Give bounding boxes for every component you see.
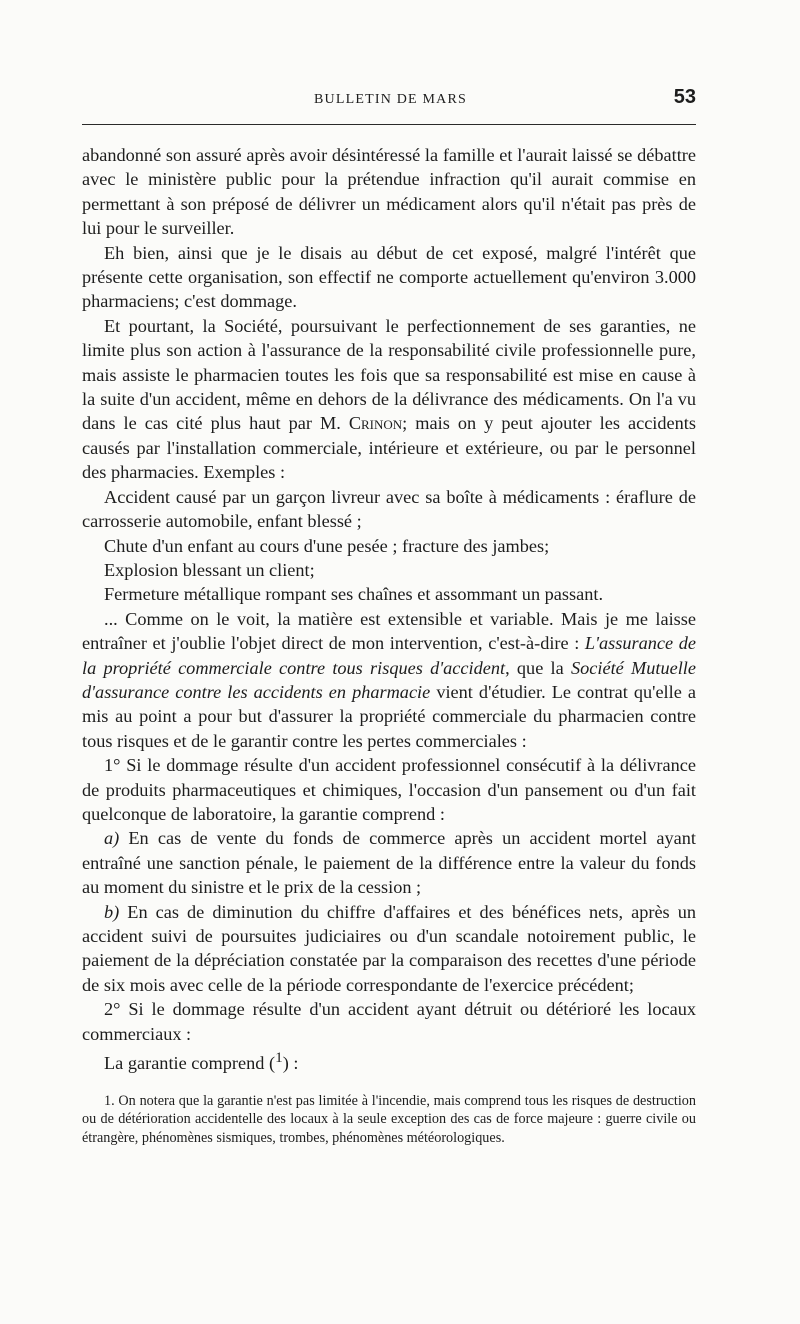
paragraph bbox=[82, 607, 696, 753]
page-number: 53 bbox=[673, 86, 696, 108]
paragraph: Fermeture métallique rompant ses chaînes et assommant un passant. bbox=[104, 584, 604, 605]
footnote: 1. On notera que la garantie n'est pas limitée à l'incendie, mais comprend tous les risques de destruction ou de détérioration accidentelle des locaux à la seule exception des cas de force majeure : guerre civile ou étrangère, phénomènes sismiques, trombes, phénomènes météorologiques. bbox=[82, 1092, 696, 1146]
footnotes bbox=[82, 1092, 696, 1148]
person-name: Crinon bbox=[348, 413, 403, 434]
paragraph bbox=[82, 1046, 696, 1076]
list-label: b) bbox=[104, 901, 120, 922]
paragraph bbox=[82, 900, 696, 998]
text-run: , que la bbox=[505, 657, 571, 678]
paragraph: Chute d'un enfant au cours d'une pesée ; fracture des jambes; bbox=[104, 535, 550, 556]
paragraph: Explosion blessant un client; bbox=[104, 559, 315, 580]
paragraph: Accident causé par un garçon livreur avec sa boîte à médicaments : éraflure de carrosserie automobile, enfant blessé ; bbox=[82, 486, 696, 532]
text-run: vient d'étudier. Le contrat qu'elle a mis au point a pour but d'assurer la propriété commerciale du pharmacien contre tous risques et de le garantir contre les pertes commerciales : bbox=[82, 681, 696, 751]
text-run: ... Comme on le voit, la matière est extensible et variable. Mais je me laisse entraîner et j'oublie l'objet direct de mon intervention, c'est-à-dire : bbox=[82, 608, 696, 654]
paragraph: abandonné son assuré après avoir désintéressé la famille et l'aurait laissé se débattre avec le ministère public pour la prétendue infraction qu'il aurait commise en permettant à son préposé de délivrer un médicament alors qu'il n'était pas près de lui pour le surveiller. bbox=[82, 145, 696, 239]
text-run: Et pourtant, la Société, poursuivant le perfectionnement de ses garanties, ne limite plus son action à l'assurance de la responsabilité civile professionnelle pure, mais assiste le pharmacien toutes les fois que sa responsabilité est mise en cause à la suite d'un accident, même en dehors de la délivrance des médicaments. On l'a vu dans le cas cité plus haut par M. bbox=[82, 315, 696, 434]
text-run: La garantie comprend ( bbox=[104, 1053, 276, 1074]
header-rule bbox=[82, 124, 696, 125]
text-run: ) : bbox=[282, 1053, 299, 1074]
paragraph: 1° Si le dommage résulte d'un accident professionnel consécutif à la délivrance de produits pharmaceutiques et chimiques, l'occasion d'un pansement ou d'un fait quelconque de laboratoire, la garantie comprend : bbox=[82, 755, 696, 824]
paragraph: Eh bien, ainsi que je le disais au début de cet exposé, malgré l'intérêt que présente cette organisation, son effectif ne comporte actuellement qu'environ 3.000 pharmaciens; c'est dommage. bbox=[82, 242, 696, 312]
text-run: En cas de vente du fonds de commerce après un accident mortel ayant entraîné une sanction pénale, le paiement de la différence entre la valeur du fonds au moment du sinistre et le prix de la cession ; bbox=[82, 828, 696, 898]
paragraph bbox=[82, 826, 696, 899]
page-header bbox=[82, 86, 696, 120]
italic-title: Société Mutuelle d'assurance contre les accidents en pharmacie bbox=[82, 657, 697, 702]
page bbox=[82, 86, 696, 1147]
running-title: BULLETIN DE MARS bbox=[314, 92, 467, 107]
list-label: a) bbox=[104, 828, 120, 849]
paragraph: 2° Si le dommage résulte d'un accident ayant détruit ou détérioré les locaux commerciaux : bbox=[82, 999, 696, 1044]
text-run: ; mais on y peut ajouter les accidents causés par l'installation commerciale, intérieure et extérieure, ou par le personnel des pharmacies. Exemples : bbox=[82, 413, 696, 483]
footnote-ref: 1 bbox=[275, 1049, 283, 1067]
italic-title: L'assurance de la propriété commerciale contre tous risques d'accident bbox=[82, 633, 696, 678]
text-run: En cas de diminution du chiffre d'affaires et des bénéfices nets, après un accident suivi de poursuites judiciaires ou d'un scandale notoirement public, le paiement de la dépréciation constatée par la comparaison des recettes d'une période de six mois avec celle de la période correspondante de l'exercice précédent; bbox=[82, 901, 696, 995]
body-text bbox=[82, 143, 696, 1076]
paragraph bbox=[82, 314, 696, 485]
